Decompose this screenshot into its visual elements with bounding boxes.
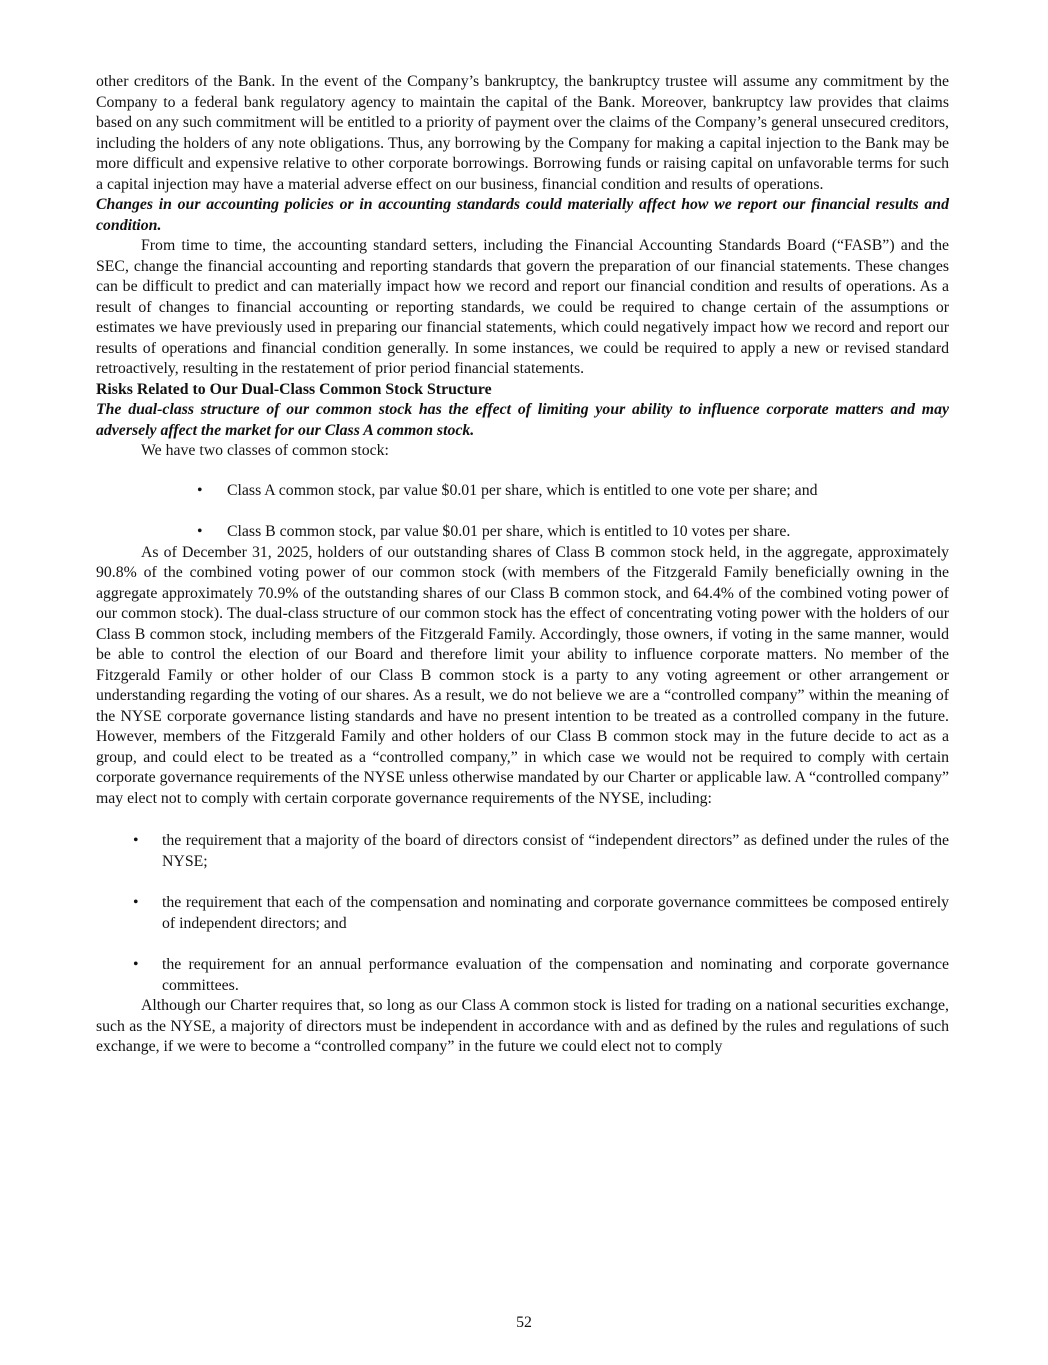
bullet-text-class-a: Class A common stock, par value $0.01 per share, which is entitled to one vote per share; and — [227, 481, 818, 499]
bullet-item-independent-directors — [133, 831, 949, 872]
risk-heading-accounting-changes: Changes in our accounting policies or in accounting standards could materially affect how we report our financial results and condition. — [96, 196, 949, 234]
bullet-icon: • — [133, 894, 139, 911]
page-number: 52 — [516, 1314, 532, 1331]
paragraph-voting-power: As of December 31, 2025, holders of our outstanding shares of Class B common stock held, in the aggregate, approximately 90.8% of the combined voting power of our common stock (with members of the Fitzgerald Family beneficially owning in the aggregate approximately 70.9% of the outstanding shares of our Class B common stock, and 64.4% of the combined voting power of our common stock). The dual-class structure of our common stock has the effect of concentrating voting power with the holders of our Class B common stock, including members of the Fitzgerald Family. Accordingly, those owners, if voting in the same manner, would be able to control the election of our Board and therefore limit your ability to influence corporate matters. No member of the Fitzgerald Family or other holder of our Class B common stock is a party to any voting agreement or other arrangement or understanding regarding the voting of our shares. As a result, we do not believe we are a “controlled company” within the meaning of the NYSE corporate governance listing standards and have no present intention to be treated as a controlled company in the future. However, members of the Fitzgerald Family and other holders of our Class B common stock may in the future decide to act as a group, and could elect to be treated as a “controlled company,” in which case we would not be required to comply with certain corporate governance requirements of the NYSE unless otherwise mandated by our Charter or applicable law. A “controlled company” may elect not to comply with certain corporate governance requirements of the NYSE, including: — [96, 543, 949, 807]
bullet-icon: • — [133, 832, 139, 849]
bullet-icon: • — [133, 956, 139, 973]
bullet-text-class-b: Class B common stock, par value $0.01 per share, which is entitled to 10 votes per share. — [227, 523, 791, 540]
bullet-icon: • — [197, 481, 203, 499]
bullet-text-independent-directors: the requirement that a majority of the board of directors consist of “independent directors” as defined under the rules of the NYSE; — [162, 832, 949, 870]
document-body — [96, 72, 949, 1058]
bullet-text-committee-evaluation: the requirement for an annual performance evaluation of the compensation and nominating and corporate governance committees. — [162, 956, 949, 994]
paragraph-bank-creditors: other creditors of the Bank. In the event of the Company’s bankruptcy, the bankruptcy trustee will assume any commitment by the Company to a federal bank regulatory agency to maintain the capital of the Bank. Moreover, bankruptcy law provides that claims based on any such commitment will be entitled to a priority of payment over the claims of the Company’s general unsecured creditors, including the holders of any note obligations. Thus, any borrowing by the Company for making a capital injection to the Bank may be more difficult and expensive relative to other corporate borrowings. Borrowing funds or raising capital on unfavorable terms for such a capital injection may have a material adverse effect on our business, financial condition and results of operations. — [96, 73, 949, 193]
paragraph-two-classes: We have two classes of common stock: — [141, 442, 389, 459]
paragraph-standard-setters: From time to time, the accounting standard setters, including the Financial Accounting Standards Board (“FASB”) and the SEC, change the financial accounting and reporting standards that govern the preparation of our financial statements. These changes can be difficult to predict and can materially impact how we record and report our financial condition and results of operations. As a result of changes to financial accounting or reporting standards, we could be required to change certain of the assumptions or estimates we have previously used in preparing our financial statements, which could negatively impact how we record and report our results of operations and financial condition generally. In some instances, we could be required to apply a new or revised standard retroactively, resulting in the restatement of prior period financial statements. — [96, 237, 949, 377]
section-heading-dual-class: Risks Related to Our Dual-Class Common Stock Structure — [96, 380, 492, 398]
bullet-text-committee-composition: the requirement that each of the compensation and nominating and corporate governance committees be composed entirely of independent directors; and — [162, 894, 949, 932]
risk-heading-dual-class-structure: The dual-class structure of our common stock has the effect of limiting your ability to influence corporate matters and may adversely affect the market for our Class A common stock. — [96, 401, 949, 439]
bullet-item-class-a — [197, 481, 949, 502]
bullet-icon: • — [197, 523, 203, 540]
bullet-item-committee-composition — [133, 893, 949, 934]
bullet-item-class-b — [197, 522, 949, 543]
paragraph-charter-requirements: Although our Charter requires that, so long as our Class A common stock is listed for trading on a national securities exchange, such as the NYSE, a majority of directors must be independent in accordance with and as defined by the rules and regulations of such exchange, if we were to become a “controlled company” in the future we could elect not to comply — [96, 997, 949, 1055]
bullet-item-committee-evaluation — [133, 955, 949, 996]
